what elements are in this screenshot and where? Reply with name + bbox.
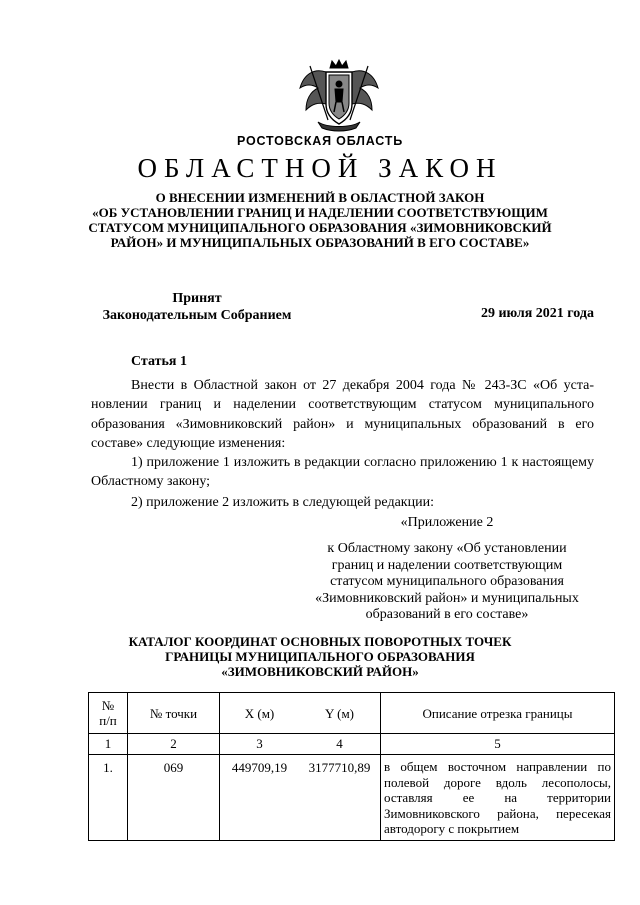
header-num-line2: п/п [99,713,117,728]
annex-ref-line: статусом муниципального образования [330,574,564,589]
annex-ref-line: образований в его составе» [365,607,529,622]
annex-reference [286,541,608,624]
annex-ref-line: к Областному закону «Об установлении [327,541,567,556]
region-name: РОСТОВСКАЯ ОБЛАСТЬ [237,134,403,148]
article-intro: Внести в Областной закон от 27 декабря 2004 года № 243-ЗС «Об установлении границ и наделении соответствующим статусом муниципального образования «Зимовниковский район» и муниципальных образований в его составе» следующие изменения: [91,378,594,451]
column-number: 3 [220,734,300,755]
adoption-line: Принят [172,291,222,306]
catalog-title-line: ГРАНИЦЫ МУНИЦИПАЛЬНОГО ОБРАЗОВАНИЯ [165,649,475,664]
article-item-2: 2) приложение 2 изложить в следующей редакции: [131,495,434,510]
coordinates-table [88,692,615,841]
column-number: 5 [381,734,615,755]
y-coordinate: 3177710,89 [299,755,381,841]
point-number: 069 [128,755,220,841]
segment-description: в общем восточном направлении по полевой дороге вдоль лесополосы, оставляя ее на территории Зимовниковского района, пересекая автодорогу с покрытием [381,755,615,841]
column-number: 1 [89,734,128,755]
header-y: Y (м) [299,693,381,734]
adoption-body: Законодательным Собранием [102,308,292,323]
table-header-row [89,693,615,734]
annex-title: «Приложение 2 [400,515,494,530]
subject-line: СТАТУСОМ МУНИЦИПАЛЬНОГО ОБРАЗОВАНИЯ «ЗИМОВНИКОВСКИЙ [88,220,552,235]
catalog-title-line: КАТАЛОГ КООРДИНАТ ОСНОВНЫХ ПОВОРОТНЫХ ТОЧЕК [128,634,512,649]
header-point: № точки [128,693,220,734]
subject-line: О ВНЕСЕНИИ ИЗМЕНЕНИЙ В ОБЛАСТНОЙ ЗАКОН [155,190,485,205]
catalog-title-line: «ЗИМОВНИКОВСКИЙ РАЙОН» [221,664,419,679]
column-number-row [89,734,615,755]
law-subject [0,190,640,250]
coat-of-arms-icon [296,58,382,132]
header-num [89,693,128,734]
adoption-date: 29 июля 2021 года [480,306,594,321]
header-num-line1: № [101,698,115,713]
column-number: 4 [299,734,381,755]
header-description: Описание отрезка границы [381,693,615,734]
adoption-block [92,290,302,324]
subject-line: РАЙОН» И МУНИЦИПАЛЬНЫХ ОБРАЗОВАНИЙ В ЕГО СОСТАВЕ» [110,235,530,250]
article-heading: Статья 1 [131,354,187,369]
annex-ref-line: границ и наделении соответствующим [331,557,563,573]
subject-line: «ОБ УСТАНОВЛЕНИИ ГРАНИЦ И НАДЕЛЕНИИ СООТВЕТСТВУЮЩИМ [92,205,548,220]
x-coordinate: 449709,19 [220,755,300,841]
document-title: ОБЛАСТНОЙ ЗАКОН [137,153,503,183]
column-number: 2 [128,734,220,755]
article-item-1: 1) приложение 1 изложить в редакции согласно приложению 1 к настоящему Областному закону; [91,455,594,490]
catalog-title [0,634,640,679]
table-row [89,755,615,841]
row-number: 1. [89,755,128,841]
annex-ref-line: «Зимовниковский район» и муниципальных [315,590,579,606]
header-x: X (м) [220,693,300,734]
